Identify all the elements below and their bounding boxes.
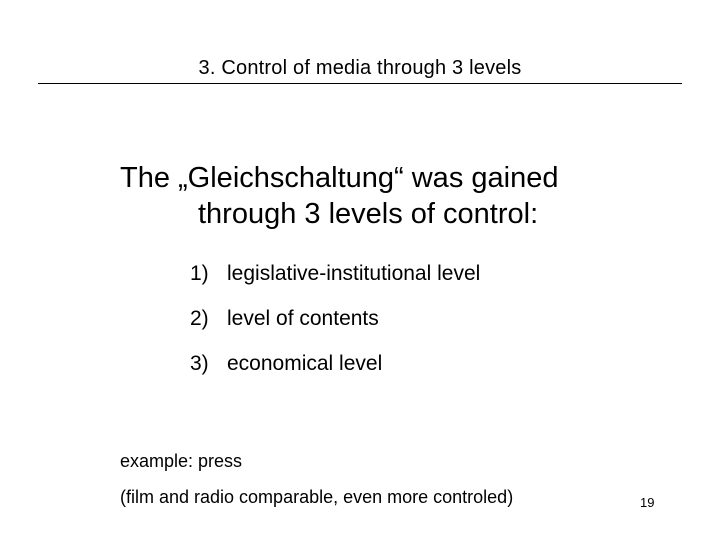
heading-line-2: through 3 levels of control: — [198, 198, 539, 230]
list-item-label: economical level — [227, 352, 383, 375]
heading-line-1: The „Gleichschaltung“ was gained — [120, 162, 559, 194]
list-item-label: legislative-institutional level — [227, 262, 481, 285]
title-divider — [38, 83, 682, 84]
list-item-number: 1) — [190, 262, 209, 285]
page-number: 19 — [640, 495, 655, 510]
main-heading — [120, 160, 680, 232]
slide-title: 3. Control of media through 3 levels — [198, 57, 522, 79]
list-item-number: 3) — [190, 352, 209, 375]
list-item — [190, 352, 480, 376]
levels-list — [190, 262, 480, 397]
list-item-label: level of contents — [227, 307, 379, 330]
list-item — [190, 262, 480, 286]
example-text: example: press — [120, 451, 243, 471]
note-text: (film and radio comparable, even more controled) — [120, 487, 514, 507]
list-item-number: 2) — [190, 307, 209, 330]
list-item — [190, 307, 480, 331]
